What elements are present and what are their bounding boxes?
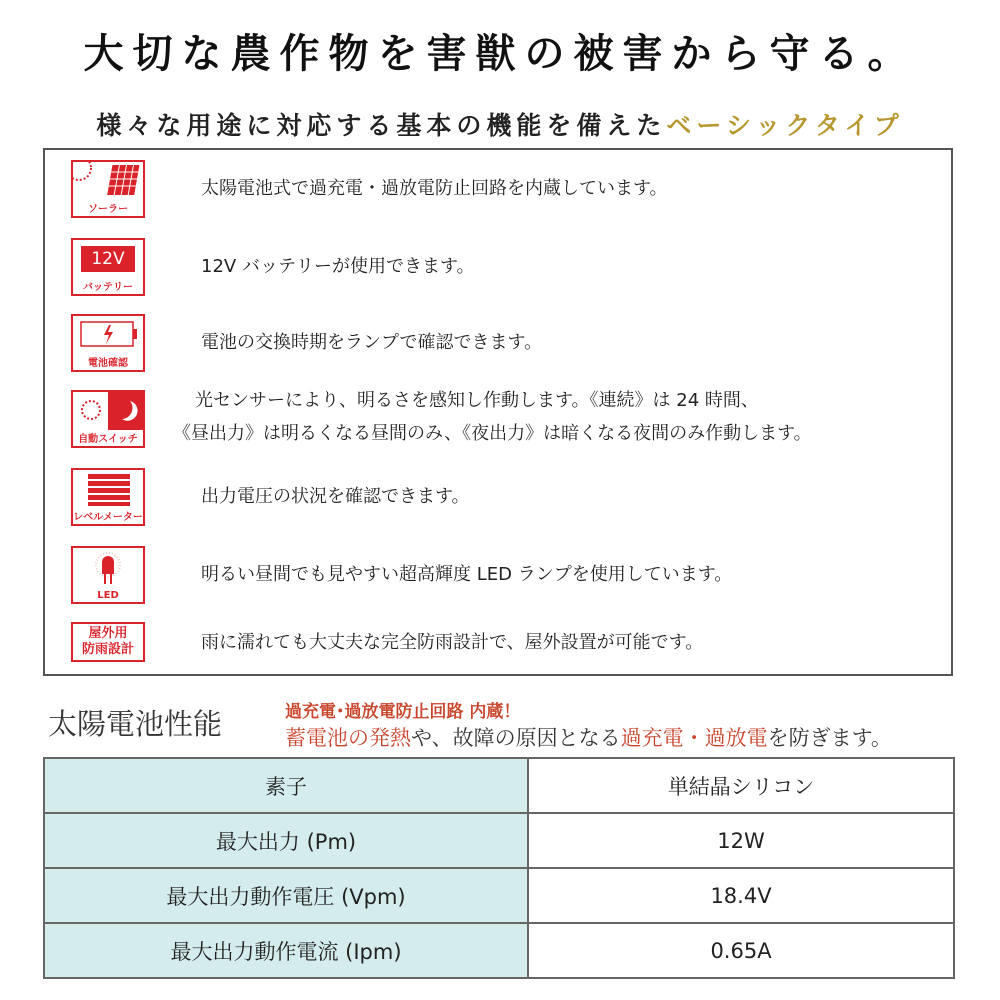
feature-text: 太陽電池式で過充電・過放電防止回路を内蔵しています。 [201, 178, 668, 199]
waterproof-icon [71, 622, 145, 662]
spec-value: 単結晶シリコン [528, 758, 954, 813]
feature-label: 電池確認 [88, 358, 128, 369]
note-part: や、故障の原因となる [411, 726, 621, 750]
solar-note-1: 過充電･過放電防止回路 内蔵！ [285, 702, 521, 722]
solar-icon [71, 160, 145, 218]
feature-label: レベルメーター [73, 512, 143, 523]
feature-label: 屋外用 [88, 626, 128, 641]
spec-value: 12W [528, 813, 954, 868]
subtitle-accent: ベーシックタイプ [666, 111, 904, 140]
note-part: 蓄電池の発熱 [285, 726, 411, 750]
spec-key: 最大出力動作電圧 (Vpm) [44, 868, 528, 923]
feature-label: LED [97, 590, 119, 601]
battery-badge: 12V [81, 246, 135, 272]
feature-text: 電池の交換時期をランプで確認できます。 [201, 332, 543, 353]
feature-label: バッテリー [83, 282, 133, 293]
feature-text: 明るい昼間でも見やすい超高輝度 LED ランプを使用しています。 [201, 564, 733, 585]
led-icon [71, 546, 145, 604]
feature-text-2: 《昼出力》は明るくなる昼間のみ、《夜出力》は暗くなる夜間のみ作動します。 [173, 423, 812, 444]
solar-spec-table [43, 757, 955, 979]
feature-label: ソーラー [88, 204, 128, 215]
battery-12v-icon [71, 238, 145, 296]
subtitle-prefix: 様々な用途に対応する基本の機能を備えた [96, 111, 667, 140]
level-meter-icon [71, 468, 145, 526]
table-row [44, 758, 954, 813]
feature-text: 雨に濡れても大丈夫な完全防雨設計で、屋外設置が可能です。 [201, 632, 704, 653]
feature-label: 自動スイッチ [78, 434, 138, 445]
spec-key: 最大出力動作電流 (Ipm) [44, 923, 528, 978]
solar-heading: 太陽電池性能 [48, 707, 223, 741]
solar-note-2 [285, 722, 892, 752]
auto-switch-icon [71, 390, 145, 448]
feature-label-2: 防雨設計 [81, 642, 134, 657]
spec-key: 最大出力 (Pm) [44, 813, 528, 868]
features-box [43, 148, 953, 676]
feature-text: 光センサーにより、明るさを感知し作動します。《連続》は 24 時間、 [195, 390, 759, 411]
feature-text: 12V バッテリーが使用できます。 [201, 256, 475, 277]
table-row [44, 923, 954, 978]
spec-value: 18.4V [528, 868, 954, 923]
page-title: 大切な農作物を害獣の被害から守る。 [83, 31, 917, 77]
note-part: 過充電・過放電 [620, 726, 768, 750]
subtitle [0, 106, 1000, 142]
feature-text: 出力電圧の状況を確認できます。 [201, 486, 470, 507]
note-part: を防ぎます。 [767, 726, 892, 750]
table-row [44, 868, 954, 923]
spec-value: 0.65A [528, 923, 954, 978]
battery-check-icon [71, 314, 145, 372]
table-row [44, 813, 954, 868]
spec-key: 素子 [44, 758, 528, 813]
